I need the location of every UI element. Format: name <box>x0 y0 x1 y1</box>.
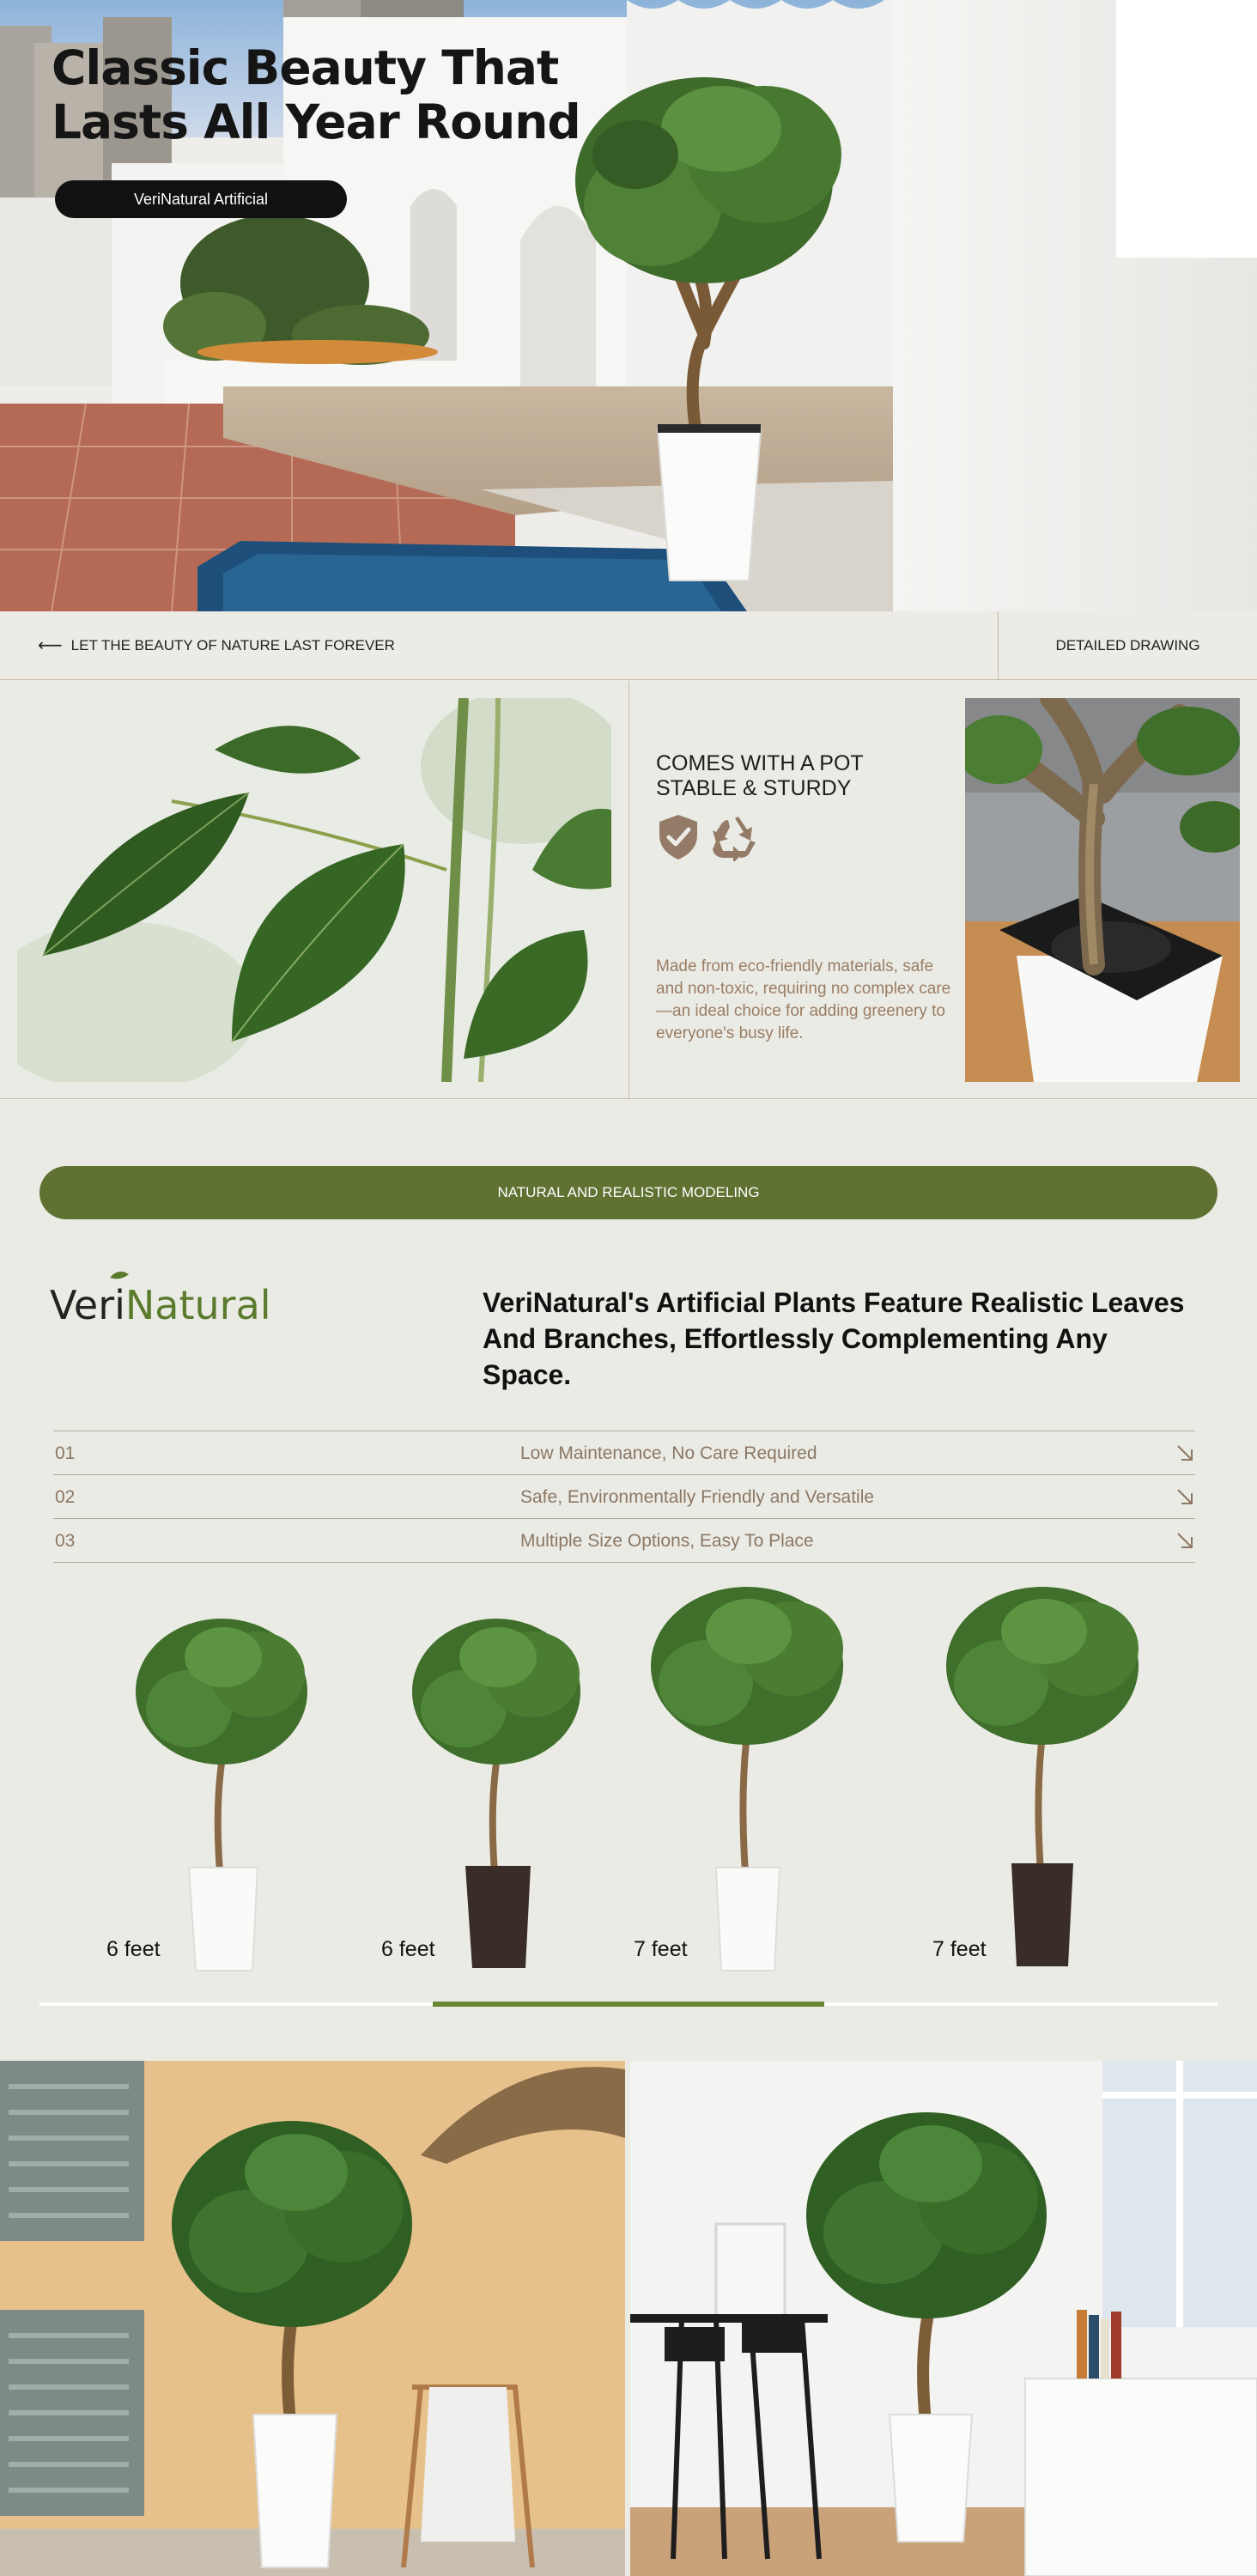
section-title-bar: NATURAL AND REALISTIC MODELING <box>39 1166 1218 1219</box>
list-item-text: Low Maintenance, No Care Required <box>520 1443 817 1463</box>
list-item-text: Safe, Environmentally Friendly and Versatile <box>520 1487 875 1507</box>
plant-image <box>941 1580 1147 1975</box>
size-label: 7 feet <box>634 1937 688 1961</box>
size-options <box>0 1580 1257 1984</box>
plant-image <box>646 1580 852 1975</box>
list-item[interactable] <box>53 1519 1195 1563</box>
features-list <box>53 1431 1195 1563</box>
arrow-down-right-icon <box>1175 1486 1195 1507</box>
list-item[interactable] <box>53 1475 1195 1519</box>
plant-image <box>129 1580 318 1975</box>
pot-closeup-image <box>965 698 1240 1082</box>
verinatural-logo <box>50 1269 290 1334</box>
plant-image <box>404 1580 592 1975</box>
size-option[interactable] <box>646 1580 852 1979</box>
feature-title <box>656 751 914 801</box>
size-option[interactable] <box>941 1580 1147 1979</box>
arrow-down-right-icon <box>1175 1443 1195 1463</box>
list-item[interactable] <box>53 1431 1195 1475</box>
feature-title-line-2: STABLE & STURDY <box>656 776 852 800</box>
list-item-number: 03 <box>55 1531 76 1551</box>
hero-title-line-1: Classic Beauty That <box>52 40 559 95</box>
arrow-down-right-icon <box>1175 1530 1195 1551</box>
size-label: 7 feet <box>932 1937 987 1961</box>
size-option[interactable] <box>129 1580 318 1979</box>
tagline-text: LET THE BEAUTY OF NATURE LAST FOREVER <box>70 637 395 653</box>
feature-description: Made from eco-friendly materials, safe and non-toxic, requiring no complex care—an ideal choice for adding greenery to everyone's busy life. <box>656 957 951 1042</box>
recycle-icon <box>713 817 756 861</box>
tagline <box>38 611 395 680</box>
list-item-number: 01 <box>55 1443 76 1463</box>
hero-title-line-2: Lasts All Year Round <box>52 94 580 149</box>
carousel-scrollbar-thumb[interactable] <box>433 2002 824 2007</box>
hero-title <box>52 41 584 149</box>
feature-row <box>0 681 1257 1099</box>
brand-headline: VeriNatural's Artificial Plants Feature Realistic Leaves And Branches, Effortlessly Complementing Any Space. <box>483 1287 1185 1390</box>
shield-check-icon <box>659 815 697 860</box>
svg-text:VeriNatural: VeriNatural <box>50 1282 271 1328</box>
leaf-closeup-image <box>17 698 611 1082</box>
hero-banner <box>0 0 1257 611</box>
feature-title-line-1: COMES WITH A POT <box>656 751 864 775</box>
list-item-number: 02 <box>55 1487 76 1507</box>
size-label: 6 feet <box>381 1937 435 1961</box>
brand-badge: VeriNatural Artificial <box>55 180 347 218</box>
size-label: 6 feet <box>106 1937 161 1961</box>
divider <box>628 681 629 1099</box>
arrow-left-icon: ⟵ <box>38 636 63 655</box>
detailed-drawing-label: DETAILED DRAWING <box>1055 637 1200 653</box>
outdoor-scene-image <box>0 2061 625 2576</box>
size-option[interactable] <box>404 1580 592 1979</box>
section-strip <box>0 611 1257 680</box>
indoor-scene-image <box>630 2061 1257 2576</box>
feature-icons <box>658 813 761 866</box>
list-item-text: Multiple Size Options, Easy To Place <box>520 1531 814 1551</box>
